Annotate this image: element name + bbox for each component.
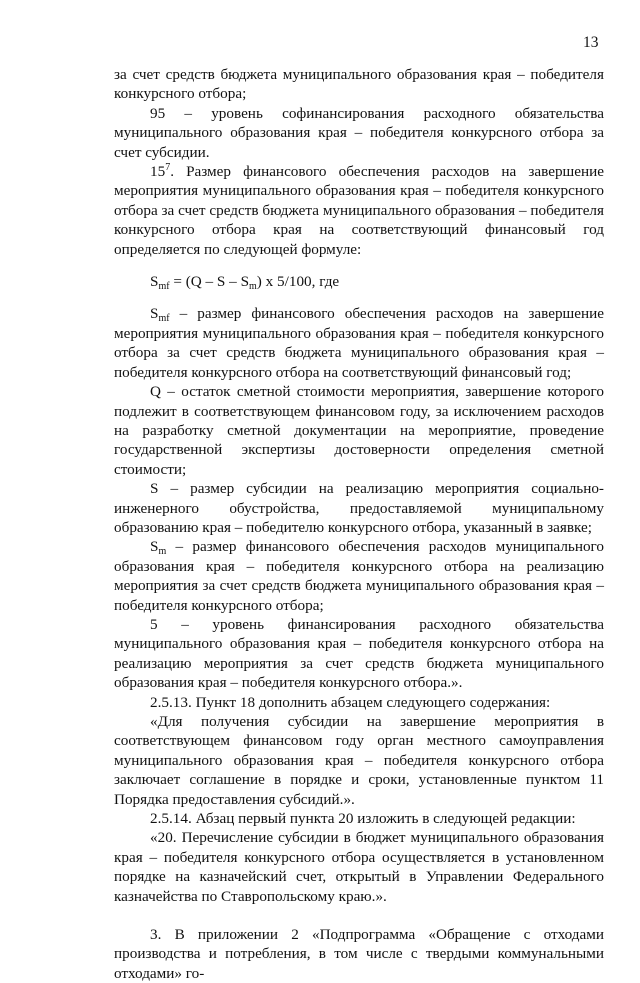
clause-text: . Размер финансового обеспечения расходов на завершение мероприятия муниципального образования края – победителя конкурсного отбора за счет средств бюджета муниципального образования – победителя конкурсного отбора края на соответствующий финансовый год определяется по следующей формуле: bbox=[114, 163, 604, 258]
paragraph-3-appendix: 3. В приложении 2 «Подпрограмма «Обращение с отходами производства и потребления, в том числе с твердыми коммунальными отходами» го- bbox=[114, 926, 604, 982]
paragraph-quote-20: «20. Перечисление субсидии в бюджет муниципального образования края – победителя конкурсного отбора осуществляется в установленном порядке на казначейский счет, открытый в Управлении Федерального казначейства по Ставропольскому краю.». bbox=[114, 829, 604, 905]
spacer bbox=[114, 906, 604, 925]
definition-s: S – размер субсидии на реализацию мероприятия социально-инженерного обустройства, предоставляемой муниципальному образованию края – победителю конкурсного отбора, указанный в заявке; bbox=[114, 480, 604, 536]
paragraph-15-7 bbox=[114, 162, 604, 259]
definition-smf: $S_{mf}$ – размер финансового обеспечения расходов на завершение мероприятия муниципального образования края – победителя конкурсного отбора за счет средств бюджета муниципального образования края – победителя конкурсного отбора на соответствующий финансовый год; bbox=[114, 305, 604, 381]
definition-5: 5 – уровень финансирования расходного обязательства муниципального образования края – победителя конкурсного отбора на реализацию мероприятия за счет средств бюджета муниципального образования края – победителя конкурсного отбора.». bbox=[114, 615, 604, 692]
paragraph-2-5-13: 2.5.13. Пункт 18 дополнить абзацем следующего содержания: bbox=[150, 693, 551, 711]
definition-sm: $S_m$ – размер финансового обеспечения расходов муниципального образования края – победителя конкурсного отбора на реализацию мероприятия за счет средств бюджета муниципального образования края – победителя конкурсного отбора; bbox=[114, 538, 604, 614]
clause-superscript: 7 bbox=[165, 162, 171, 174]
definition-q: Q – остаток сметной стоимости мероприятия, завершение которого подлежит в соответствующем финансовом году, за исключением расходов на разработку сметной документации на мероприятие, проведение государственной экспертизы достоверности определения сметной стоимости; bbox=[114, 383, 604, 478]
body-text bbox=[114, 65, 604, 983]
paragraph-95-definition: 95 – уровень софинансирования расходного обязательства муниципального образования края – победителя конкурсного отбора за счет субсидии. bbox=[114, 104, 604, 161]
paragraph-continuation: за счет средств бюджета муниципального образования края – победителя конкурсного отбора; bbox=[114, 66, 604, 103]
paragraph-2-5-14: 2.5.14. Абзац первый пункта 20 изложить в следующей редакции: bbox=[150, 810, 576, 828]
page-number: 13 bbox=[583, 34, 599, 51]
clause-number: 15 bbox=[150, 163, 166, 181]
paragraph-quote-18: «Для получения субсидии на завершение мероприятия в соответствующем финансовом году орган местного самоуправления муниципального образования края – победителя конкурсного отбора заключает соглашение в порядке и сроки, установленные пунктом 11 Порядка предоставления субсидий.». bbox=[114, 713, 604, 808]
formula: $S_{mf} = (Q - S - S_m)$ х 5/100, где bbox=[150, 273, 340, 293]
